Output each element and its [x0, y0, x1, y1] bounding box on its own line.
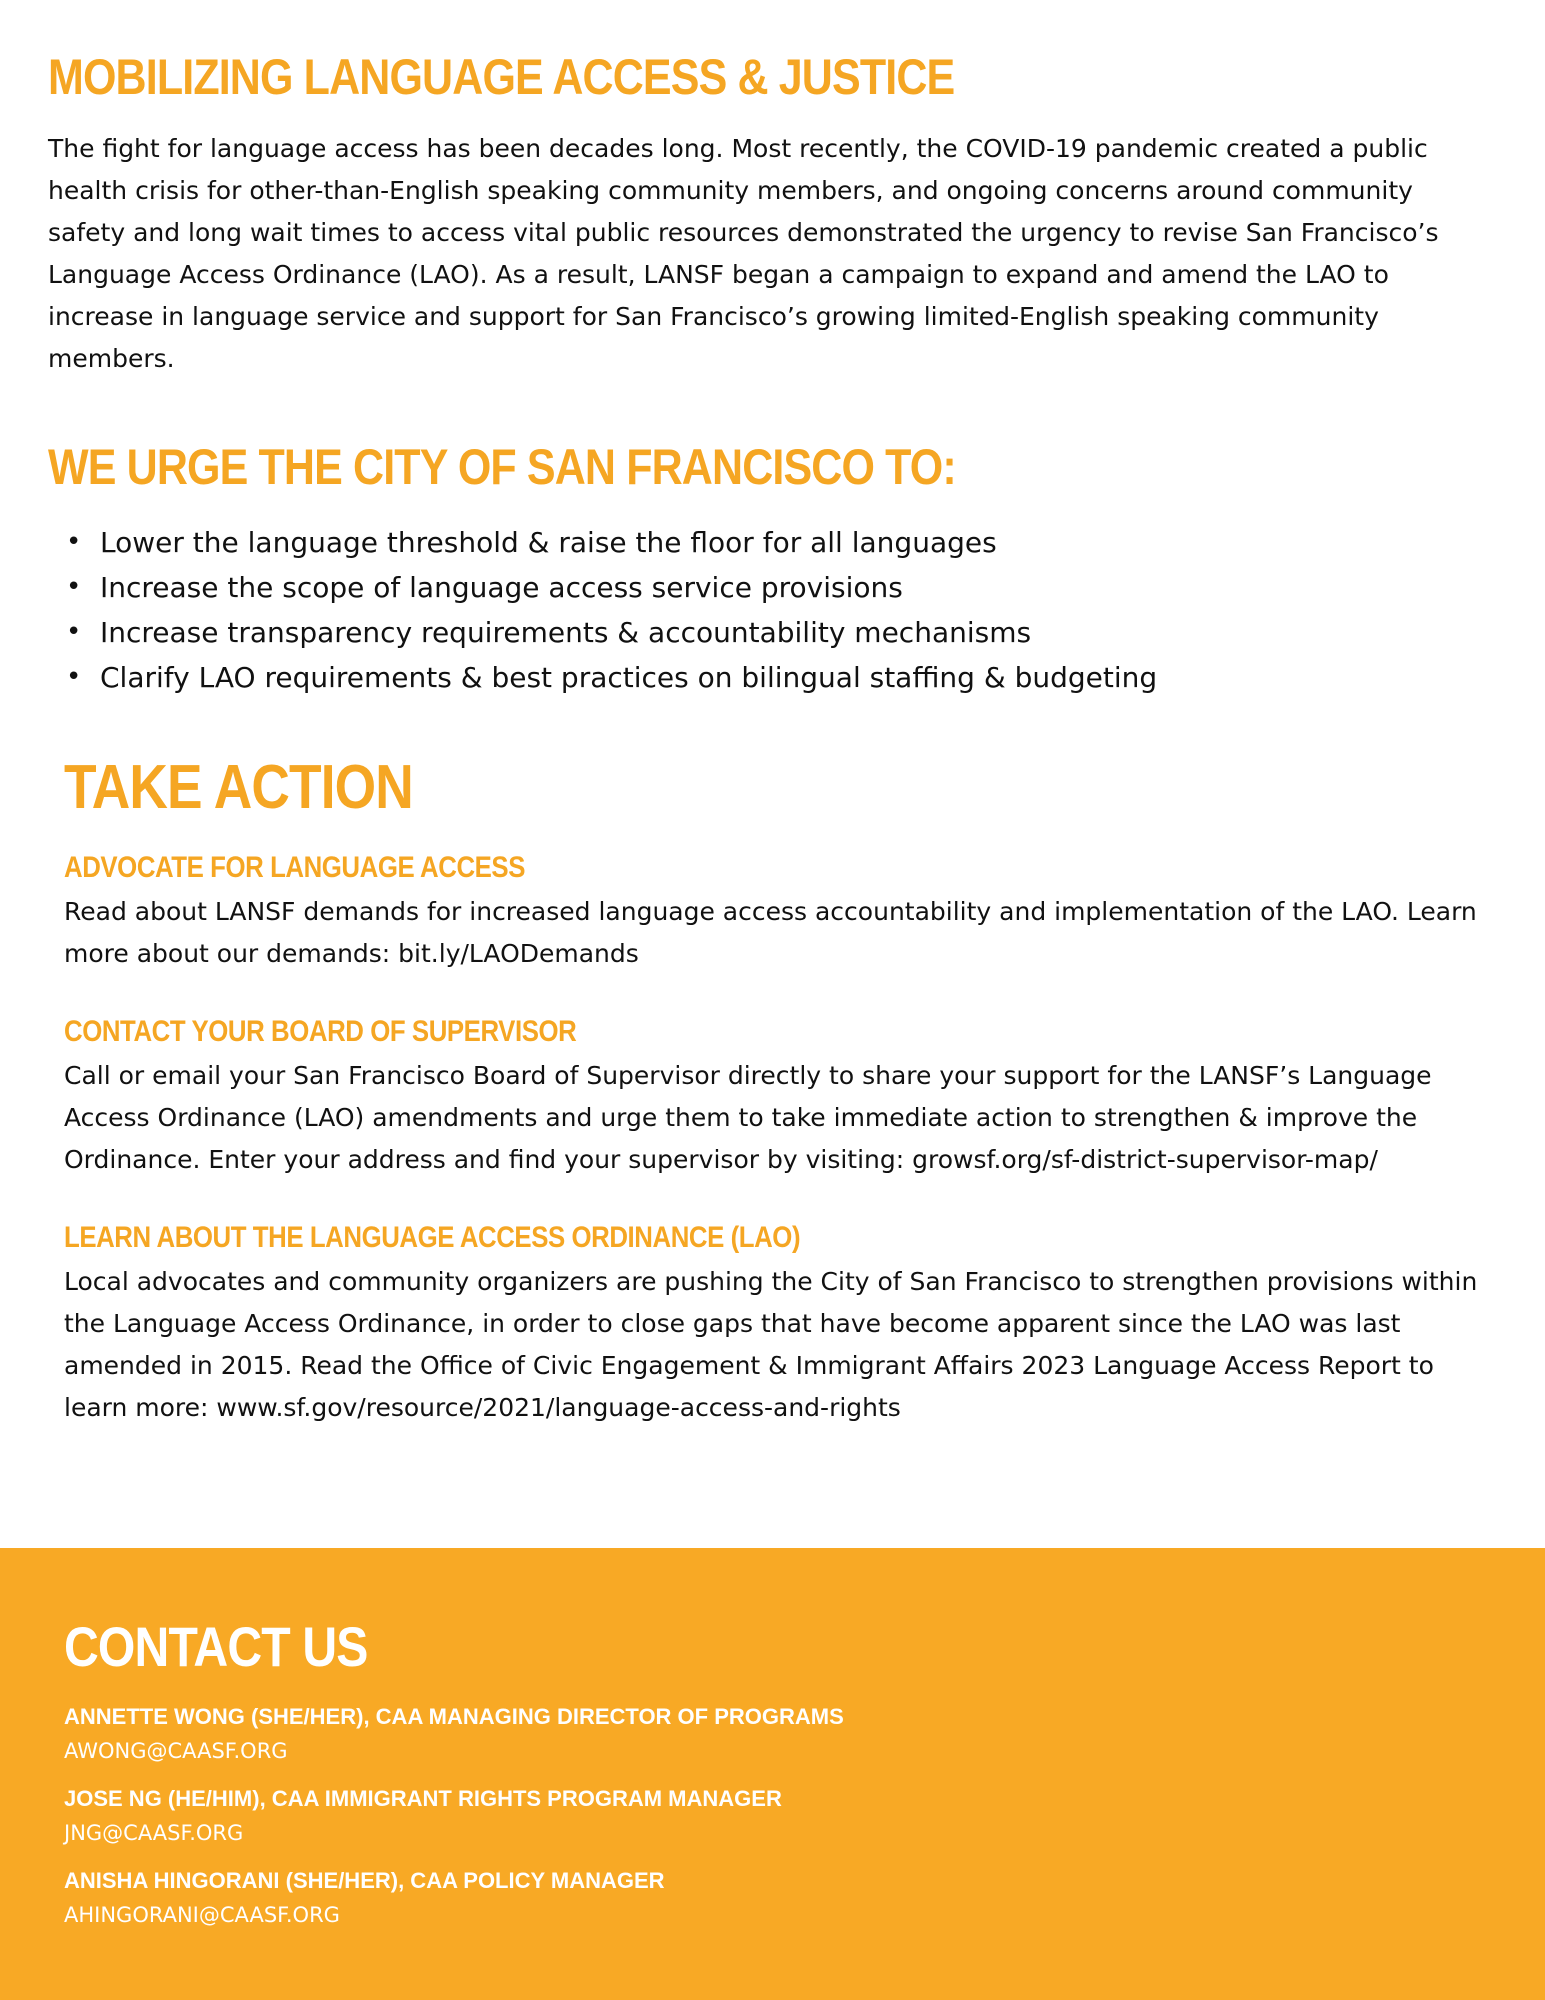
contact-email[interactable]: AHINGORANI@CAASF.ORG: [64, 1903, 340, 1927]
list-item: [48, 520, 1448, 565]
urge-heading: WE URGE THE CITY OF SAN FRANCISCO TO:: [48, 439, 956, 495]
take-action-heading: TAKE ACTION: [64, 753, 413, 822]
list-item: [48, 565, 1448, 610]
action-item-title: ADVOCATE FOR LANGUAGE ACCESS: [64, 851, 525, 884]
mobilizing-heading: MOBILIZING LANGUAGE ACCESS & JUSTICE: [48, 49, 955, 105]
action-item-learn-lao: [64, 1221, 1484, 1429]
action-item-body: Call or email your San Francisco Board of Supervisor directly to share your support for the LANSF’s Language Access Ordinance (LAO) amendments and urge them to take immediate action to strengthen & improve the Ordinance. Enter your address and find your supervisor by visiting: growsf.org/sf-district-supervisor-map/: [64, 1061, 1432, 1174]
bullet-icon: •: [66, 527, 82, 557]
action-item-advocate: [64, 851, 1484, 975]
contact-person: [64, 1783, 844, 1851]
mobilizing-paragraph: The fight for language access has been decades long. Most recently, the COVID-19 pandemic created a public health crisis for other-than-English speaking community members, and ongoing concerns around community safety and long wait times to access vital public resources demonstrated the urgency to revise San Francisco’s Language Access Ordinance (LAO). As a result, LANSF began a campaign to expand and amend the LAO to increase in language service and support for San Francisco’s growing limited-English speaking community members.: [48, 134, 1439, 373]
contact-name: ANISHA HINGORANI (SHE/HER), CAA POLICY MANAGER: [64, 1868, 665, 1893]
mobilizing-section: [48, 48, 1448, 380]
contact-name: ANNETTE WONG (SHE/HER), CAA MANAGING DIRECTOR OF PROGRAMS: [64, 1704, 844, 1729]
contact-person: [64, 1701, 844, 1769]
action-item-contact-supervisor: [64, 1015, 1484, 1181]
action-item-title: LEARN ABOUT THE LANGUAGE ACCESS ORDINANCE (LAO): [64, 1221, 801, 1254]
contact-email[interactable]: JNG@CAASF.ORG: [64, 1821, 244, 1845]
contact-heading: CONTACT US: [64, 1615, 368, 1678]
urge-item-text: Clarify LAO requirements & best practices on bilingual staffing & budgeting: [100, 661, 1158, 694]
urge-item-text: Lower the language threshold & raise the floor for all languages: [100, 526, 997, 559]
take-action-section: [64, 752, 1484, 1429]
action-item-body: Local advocates and community organizers are pushing the City of San Francisco to strengthen provisions within the Language Access Ordinance, in order to close gaps that have become apparent since the LAO was last amended in 2015. Read the Office of Civic Engagement & Immigrant Affairs 2023 Language Access Report to learn more: www.sf.gov/resource/2021/language-access-and-rights: [64, 1267, 1478, 1422]
bullet-icon: •: [66, 617, 82, 647]
urge-list: [48, 520, 1448, 700]
contact-content: [64, 1614, 844, 1933]
urge-item-text: Increase the scope of language access service provisions: [100, 571, 903, 604]
contact-person: [64, 1865, 844, 1933]
contact-name: JOSE NG (HE/HIM), CAA IMMIGRANT RIGHTS PROGRAM MANAGER: [64, 1786, 782, 1811]
urge-section: [48, 438, 1448, 700]
bullet-icon: •: [66, 572, 82, 602]
contact-band: [0, 1548, 1545, 2000]
contact-email[interactable]: AWONG@CAASF.ORG: [64, 1739, 288, 1763]
urge-item-text: Increase transparency requirements & accountability mechanisms: [100, 616, 1032, 649]
list-item: [48, 655, 1448, 700]
action-item-body: Read about LANSF demands for increased language access accountability and implementation of the LAO. Learn more about our demands: bit.ly/LAODemands: [64, 897, 1477, 968]
bullet-icon: •: [66, 662, 82, 692]
list-item: [48, 610, 1448, 655]
action-item-title: CONTACT YOUR BOARD OF SUPERVISOR: [64, 1015, 577, 1048]
